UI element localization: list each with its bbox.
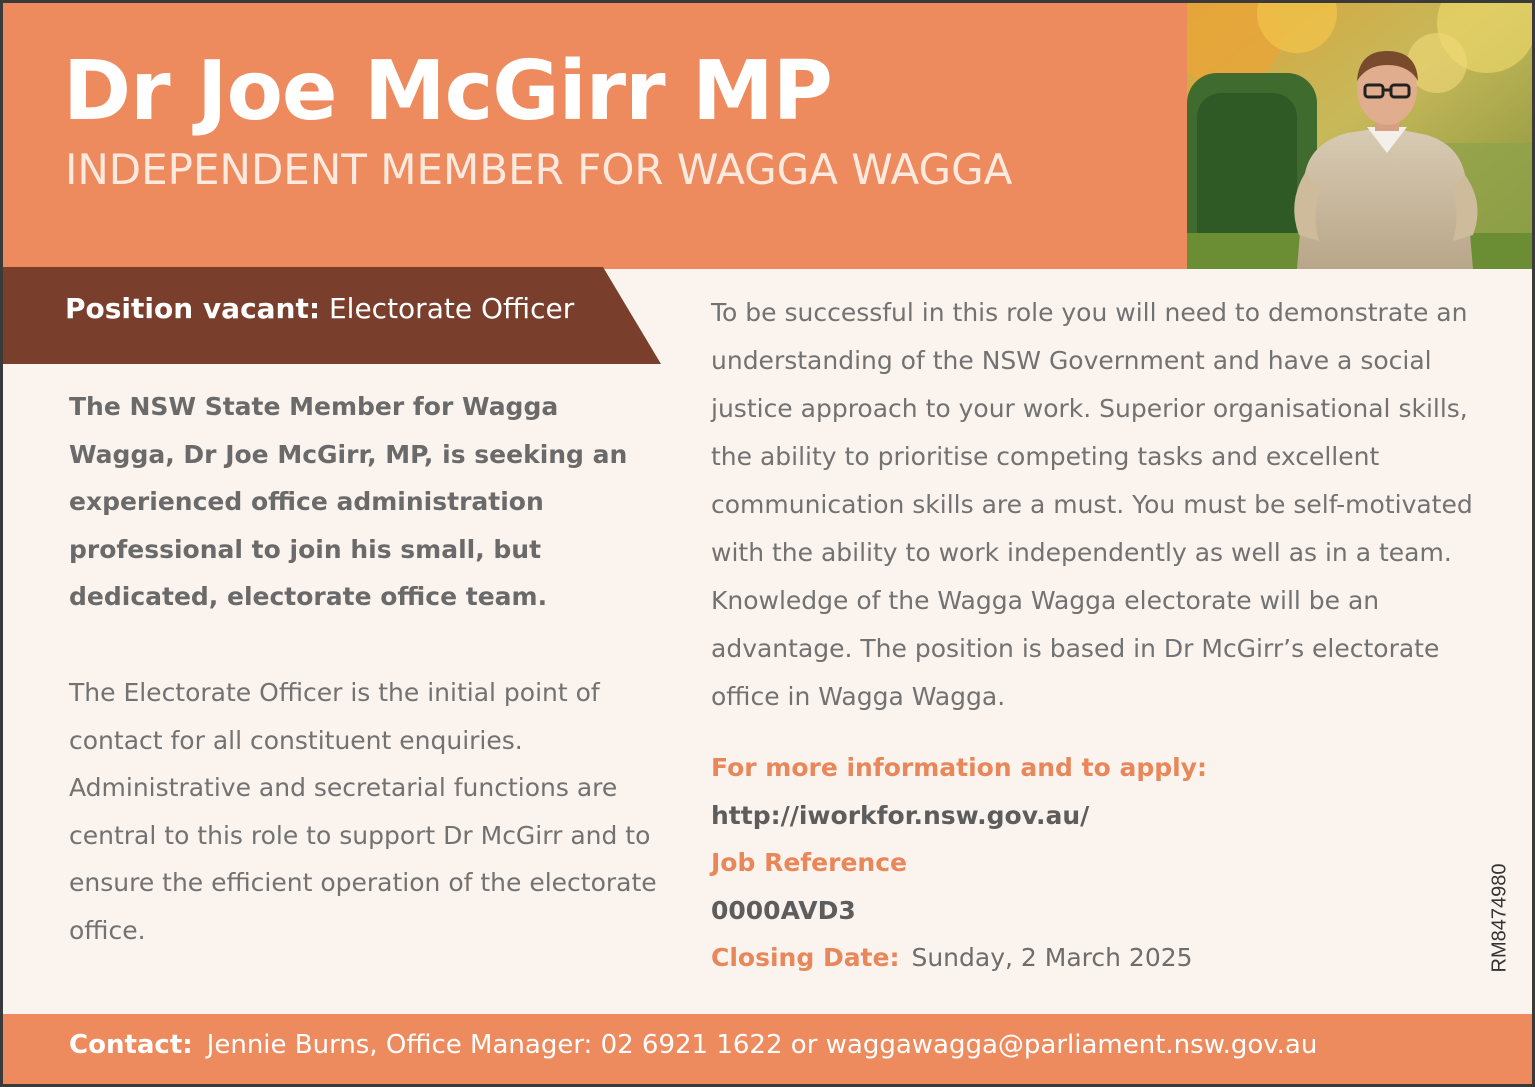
contact-details: Jennie Burns, Office Manager: 02 6921 1622 or waggawagga@parliament.nsw.gov.au xyxy=(206,1030,1318,1060)
member-name: Dr Joe McGirr MP xyxy=(63,44,832,139)
apply-label: For more information and to apply: xyxy=(711,753,1207,782)
reference-code-box xyxy=(1475,858,1525,978)
portrait-photo xyxy=(1187,3,1535,269)
position-banner xyxy=(3,267,661,364)
contact-line xyxy=(69,1032,1317,1058)
closing-date: Sunday, 2 March 2025 xyxy=(911,943,1193,972)
role-description: The Electorate Officer is the initial point of contact for all constituent enquiries. Administrative and secretarial functions are central to this role to support Dr McGirr and to ensure the efficient operation of the electorate office. xyxy=(69,677,657,945)
job-reference: 0000AVD3 xyxy=(711,895,856,925)
contact-footer xyxy=(3,1014,1535,1087)
closing-date-label: Closing Date: xyxy=(711,943,900,972)
position-heading xyxy=(65,292,575,325)
job-reference-label: Job Reference xyxy=(711,848,907,877)
position-label: Position vacant: xyxy=(65,292,321,325)
right-column xyxy=(711,289,1511,982)
closing-date-row xyxy=(711,934,1511,982)
application-details xyxy=(711,744,1511,982)
intro-paragraph: The NSW State Member for Wagga Wagga, Dr Joe McGirr, MP, is seeking an experienced office administration professional to join his small, but dedicated, electorate office team. xyxy=(69,392,628,612)
apply-url[interactable]: http://iworkfor.nsw.gov.au/ xyxy=(711,800,1090,830)
header-banner xyxy=(3,3,1187,269)
position-role: Electorate Officer xyxy=(328,292,575,325)
member-subtitle: INDEPENDENT MEMBER FOR WAGGA WAGGA xyxy=(65,145,1013,194)
left-column xyxy=(69,383,659,955)
reference-code: RM8474980 xyxy=(1488,863,1511,973)
contact-label: Contact: xyxy=(69,1030,193,1060)
requirements-paragraph: To be successful in this role you will need to demonstrate an understanding of the NSW Government and have a social justice approach to your work. Superior organisational skills, the ability to prioritise competing tasks and excellent communication skills are a must. You must be self-motivated with the ability to work independently as well as in a team. Knowledge of the Wagga Wagga electorate will be an advantage. The position is based in Dr McGirr’s electorate office in Wagga Wagga. xyxy=(711,298,1473,711)
